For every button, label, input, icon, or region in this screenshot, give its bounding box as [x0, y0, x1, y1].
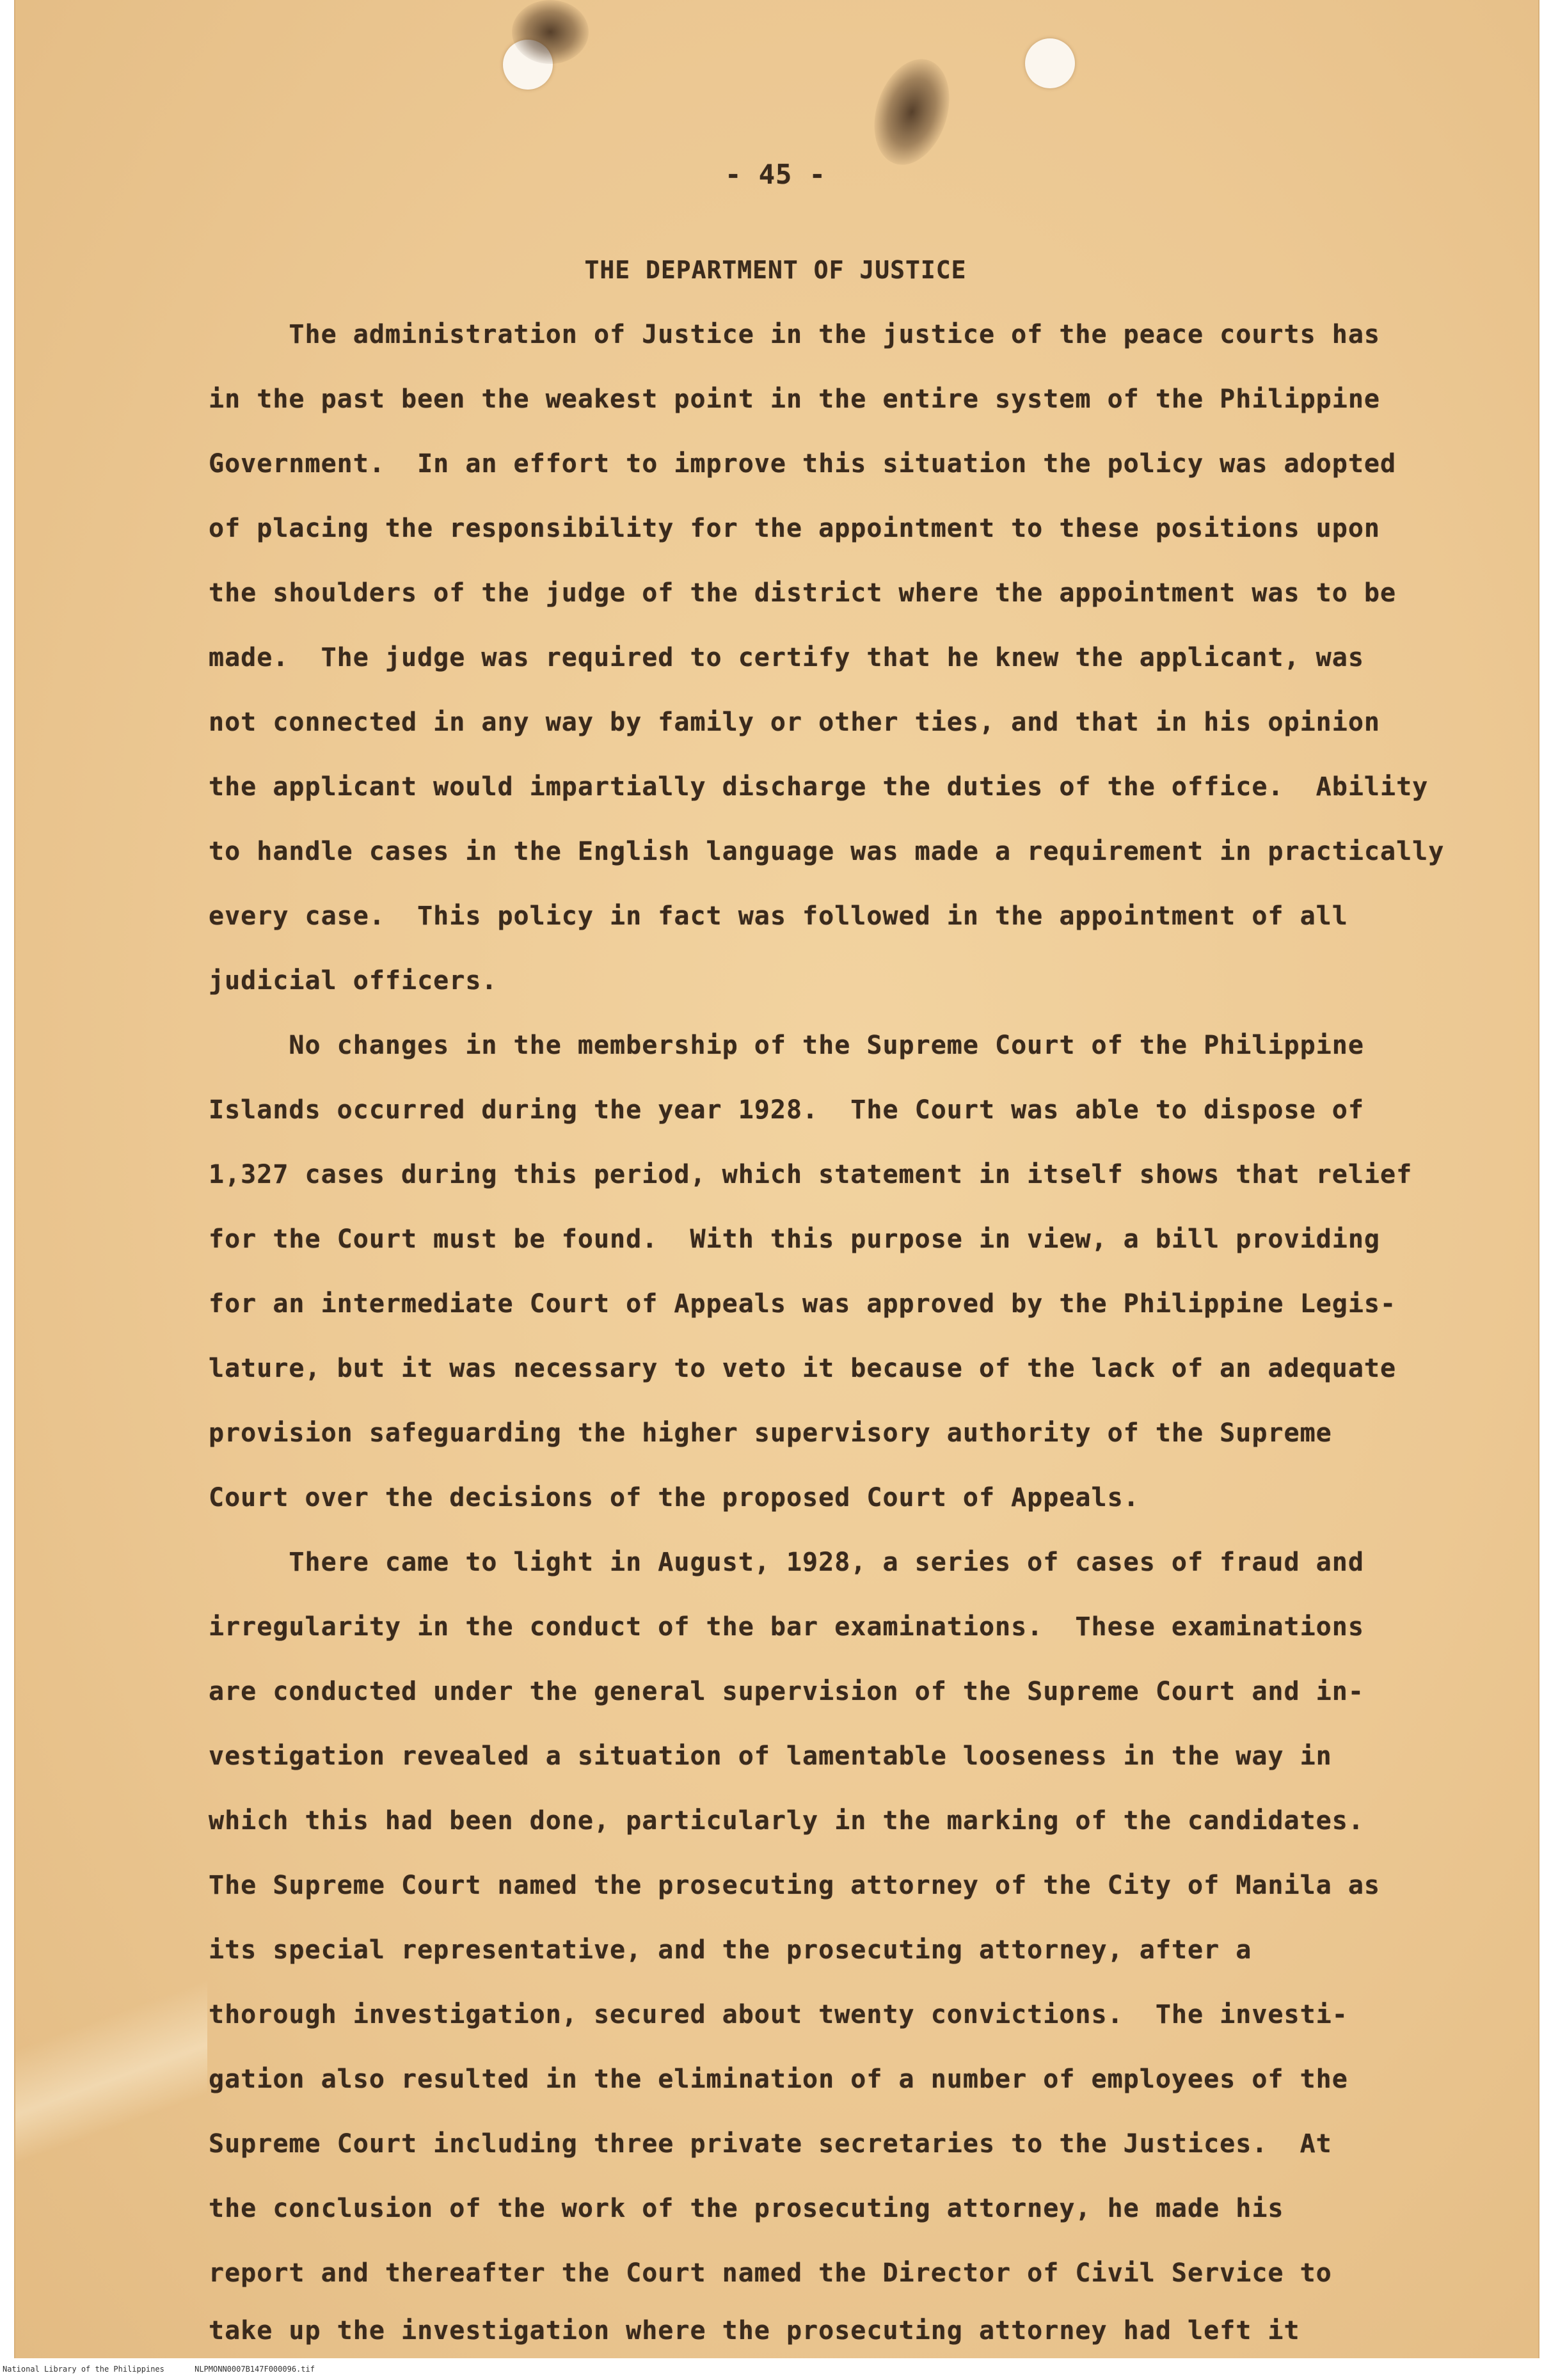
- text-line: the applicant would impartially discharge the duties of the office. Ability: [209, 772, 1429, 802]
- text-line: The Supreme Court named the prosecuting attorney of the City of Manila as: [209, 1871, 1380, 1900]
- text-line: No changes in the membership of the Supreme Court of the Philippine: [209, 1031, 1364, 1060]
- text-line: lature, but it was necessary to veto it because of the lack of an adequate: [209, 1354, 1397, 1383]
- text-line: the shoulders of the judge of the district where the appointment was to be: [209, 578, 1397, 608]
- text-line: 1,327 cases during this period, which statement in itself shows that relief: [209, 1160, 1413, 1189]
- page-number: - 45 -: [725, 159, 826, 190]
- text-line: Islands occurred during the year 1928. The Court was able to dispose of: [209, 1095, 1364, 1125]
- text-line: for an intermediate Court of Appeals was approved by the Philippine Legis-: [209, 1289, 1397, 1319]
- text-line: its special representative, and the prosecuting attorney, after a: [209, 1935, 1252, 1965]
- scan-footer: [0, 2358, 1551, 2380]
- text-line: take up the investigation where the prosecuting attorney had left it: [209, 2316, 1300, 2345]
- text-line: made. The judge was required to certify that he knew the applicant, was: [209, 643, 1364, 672]
- text-line: thorough investigation, secured about twenty convictions. The investi-: [209, 2000, 1348, 2029]
- text-line: are conducted under the general supervision of the Supreme Court and in-: [209, 1677, 1364, 1706]
- text-line: Court over the decisions of the proposed Court of Appeals.: [209, 1483, 1140, 1512]
- text-line: The administration of Justice in the justice of the peace courts has: [209, 320, 1380, 349]
- text-line: for the Court must be found. With this purpose in view, a bill providing: [209, 1225, 1380, 1254]
- text-line: gation also resulted in the elimination of a number of employees of the: [209, 2065, 1348, 2094]
- text-line: in the past been the weakest point in the entire system of the Philippine: [209, 385, 1380, 414]
- text-line: to handle cases in the English language was made a requirement in practically: [209, 837, 1445, 866]
- section-heading: THE DEPARTMENT OF JUSTICE: [584, 256, 967, 284]
- text-line: provision safeguarding the higher supervisory authority of the Supreme: [209, 1418, 1332, 1448]
- text-line: every case. This policy in fact was followed in the appointment of all: [209, 901, 1348, 931]
- text-line: of placing the responsibility for the appointment to these positions upon: [209, 514, 1380, 543]
- text-line: Supreme Court including three private secretaries to the Justices. At: [209, 2129, 1332, 2159]
- text-line: judicial officers.: [209, 966, 498, 996]
- file-id: NLPMONN0007B147F000096.tif: [195, 2365, 315, 2374]
- text-line: report and thereafter the Court named the Director of Civil Service to: [209, 2258, 1332, 2288]
- text-line: not connected in any way by family or other ties, and that in his opinion: [209, 708, 1380, 737]
- text-line: There came to light in August, 1928, a series of cases of fraud and: [209, 1548, 1364, 1577]
- text-line: which this had been done, particularly in the marking of the candidates.: [209, 1806, 1364, 1836]
- text-line: the conclusion of the work of the prosecuting attorney, he made his: [209, 2194, 1284, 2223]
- text-line: vestigation revealed a situation of lamentable looseness in the way in: [209, 1741, 1332, 1771]
- library-credit: National Library of the Philippines: [3, 2365, 164, 2374]
- text-line: irregularity in the conduct of the bar examinations. These examinations: [209, 1612, 1364, 1642]
- text-line: Government. In an effort to improve this situation the policy was adopted: [209, 449, 1397, 479]
